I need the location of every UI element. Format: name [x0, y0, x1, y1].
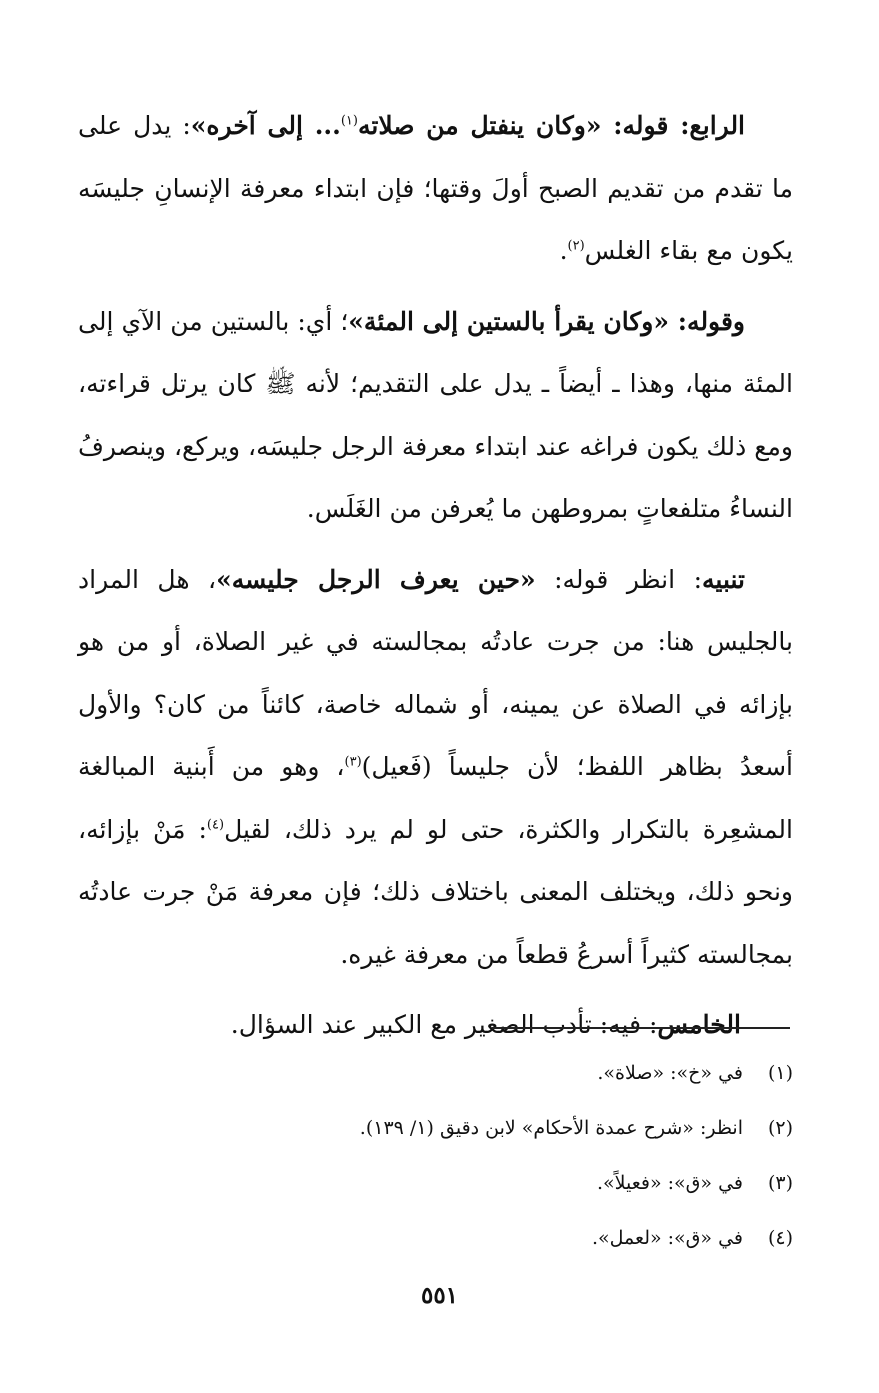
paragraph-text: ، وهو من أَبنية المبالغة المشعِرة بالتكرار والكثرة، حتى لو لم يرد ذلك، لقيل [78, 752, 793, 844]
bold-lead: وقوله: «وكان يقرأ بالستين إلى المئة» [348, 306, 745, 336]
footnote-number: (١) [767, 1062, 793, 1084]
paragraph-recitation [78, 291, 793, 541]
bold-lead: الخامس [657, 1010, 741, 1039]
footnote-text: في «ق»: «لعمل». [591, 1227, 743, 1249]
paragraph-text: : يدل على ما تقدم من تقديم الصبح أولَ وقتها؛ فإن ابتداء معرفة الإنسانِ جليسَه يكون مع بقاء الغلس [78, 111, 793, 265]
footnote-text: انظر: «شرح عمدة الأحكام» لابن دقيق (١/ ١٣٩). [359, 1117, 743, 1139]
footnote-text: في «خ»: «صلاة». [597, 1062, 743, 1084]
footnote-item [100, 1101, 793, 1156]
footnote-number: (٣) [767, 1172, 793, 1194]
page-number: ٥٥١ [420, 1282, 459, 1309]
bold-lead: ... إلى آخره» [190, 111, 341, 140]
footnote-text: في «ق»: «فعيلاً». [597, 1172, 743, 1194]
footnote-ref[interactable]: (١) [340, 113, 358, 129]
footnote-number: (٤) [767, 1227, 793, 1249]
paragraph-text: : فيه: تأدب الصغير مع الكبير عند السؤال. [230, 1010, 658, 1039]
bold-lead: الرابع: قوله: «وكان ينفتل من صلاته [357, 111, 746, 140]
footnote-item [100, 1211, 793, 1266]
main-text [78, 95, 793, 1065]
footnotes [100, 1046, 793, 1266]
paragraph-text: : مَنْ بإزائه، ونحو ذلك، ويختلف المعنى باختلاف ذلك؛ فإن معرفة مَنْ جرت عادتُه بمجالسته كثيراً أسرعُ قطعاً من معرفة غيره. [78, 814, 793, 969]
paragraph-end: . [559, 236, 568, 265]
bold-lead: تنبيه [702, 564, 746, 594]
footnote-separator [492, 1027, 790, 1029]
paragraph-text: ؛ أي: بالستين من الآي إلى المئة منها، وهذا ـ أيضاً ـ يدل على التقديم؛ لأنه ﷺ كان يرتل قراءته، ومع ذلك يكون فراغه عند ابتداء معرفة الرجل جليسَه، ويركع، وينصرفُ النساءُ متلفعاتٍ بمروطهن ما يُعرفن من الغَلَس. [78, 306, 793, 523]
paragraph-text: : انظر قوله: [535, 564, 703, 594]
bold-quote: «حين يعرف الرجل جليسه» [216, 564, 536, 594]
paragraph-fourth [78, 95, 793, 283]
footnote-ref[interactable]: (٤) [206, 817, 225, 833]
footnote-ref[interactable]: (٣) [344, 754, 362, 770]
footnote-item [100, 1046, 793, 1101]
paragraph-text: ، هل المراد بالجليس هنا: من جرت عادتُه بمجالسته في غير الصلاة، أو من هو بإزائه في الصلاة عن يمينه، أو شماله خاصة، كائناً من كان؟ والأول أسعدُ بظاهر اللفظ؛ لأن جليساً (فَعيل) [78, 564, 793, 781]
paragraph-note [78, 549, 793, 987]
footnote-item [100, 1156, 793, 1211]
footnote-number: (٢) [767, 1117, 793, 1139]
footnote-ref[interactable]: (٢) [567, 238, 585, 254]
